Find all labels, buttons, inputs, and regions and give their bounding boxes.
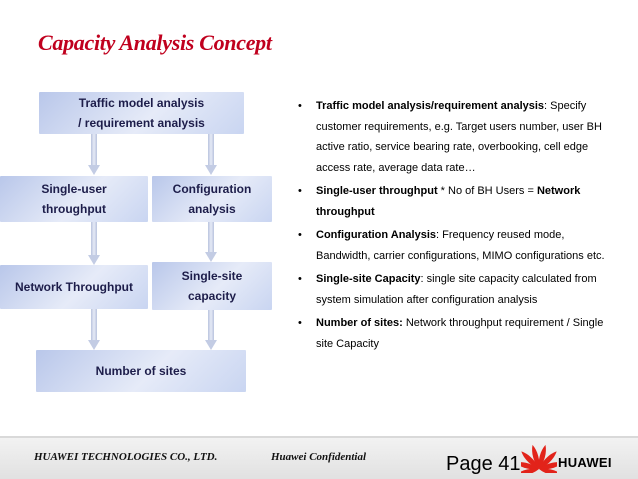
box-traffic-model	[39, 92, 244, 134]
box-traffic-model-line2: / requirement analysis	[78, 116, 205, 130]
bullet-item	[298, 313, 616, 354]
box-traffic-model-line1: Traffic model analysis	[78, 96, 205, 110]
box-configuration-line2: analysis	[188, 202, 236, 216]
box-single-user-line1: Single-user	[41, 182, 107, 196]
bullet-dot-icon: •	[298, 273, 302, 285]
arrow-down-icon	[88, 222, 100, 265]
arrow-down-icon	[205, 222, 217, 262]
box-single-site-line1: Single-site	[181, 269, 243, 283]
bullet-list	[298, 96, 616, 357]
box-network-throughput-line1: Network Throughput	[15, 280, 133, 294]
bullet-text: * No of BH Users =	[437, 185, 537, 197]
bullet-item	[298, 96, 616, 178]
box-network-throughput	[0, 265, 148, 309]
box-number-of-sites	[36, 350, 246, 392]
bullet-item	[298, 181, 616, 222]
bullet-term: Single-user throughput	[316, 185, 438, 197]
bullet-term: Traffic model analysis/requirement analysis	[316, 100, 545, 112]
bullet-text: : single site capacity calculated from system simulation after configuration analysis	[316, 273, 597, 306]
box-number-of-sites-line1: Number of sites	[95, 364, 187, 378]
arrow-down-icon	[205, 134, 217, 176]
bullet-term-result: Network throughput	[316, 185, 581, 218]
arrow-down-icon	[88, 309, 100, 350]
huawei-flower-icon	[521, 441, 557, 473]
box-single-user	[0, 176, 148, 222]
bullet-text: : Frequency reused mode, Bandwidth, carrier configurations, MIMO configurations etc.	[316, 229, 605, 262]
bullet-dot-icon: •	[298, 185, 302, 197]
footer-confidential: Huawei Confidential	[271, 451, 367, 463]
bullet-item	[298, 269, 616, 310]
logo-text: HUAWEI	[558, 455, 612, 470]
slide-title: Capacity Analysis Concept	[38, 30, 272, 55]
box-single-user-line2: throughput	[42, 202, 106, 216]
bullet-term: Configuration Analysis	[316, 229, 436, 241]
box-single-site-line2: capacity	[187, 289, 237, 303]
bullet-text: Network throughput requirement / Single site Capacity	[316, 317, 604, 350]
arrow-down-icon	[205, 310, 217, 350]
bullet-text: : Specify customer requirements, e.g. Target users number, user BH active ratio, service bearing rate, overbooking, cell edge access rate, average data rate…	[316, 100, 602, 174]
box-configuration-line1: Configuration	[172, 182, 252, 196]
bullet-item	[298, 225, 616, 266]
bullet-dot-icon: •	[298, 317, 302, 329]
bullet-term: Number of sites:	[316, 317, 403, 329]
box-single-site	[152, 262, 272, 310]
box-configuration	[152, 176, 272, 222]
bullet-term: Single-site Capacity	[316, 273, 421, 285]
footer-company: HUAWEI TECHNOLOGIES CO., LTD.	[34, 451, 218, 463]
page-number: Page 41	[446, 453, 521, 475]
arrow-down-icon	[88, 134, 100, 176]
bullet-dot-icon: •	[298, 100, 302, 112]
bullet-dot-icon: •	[298, 229, 302, 241]
